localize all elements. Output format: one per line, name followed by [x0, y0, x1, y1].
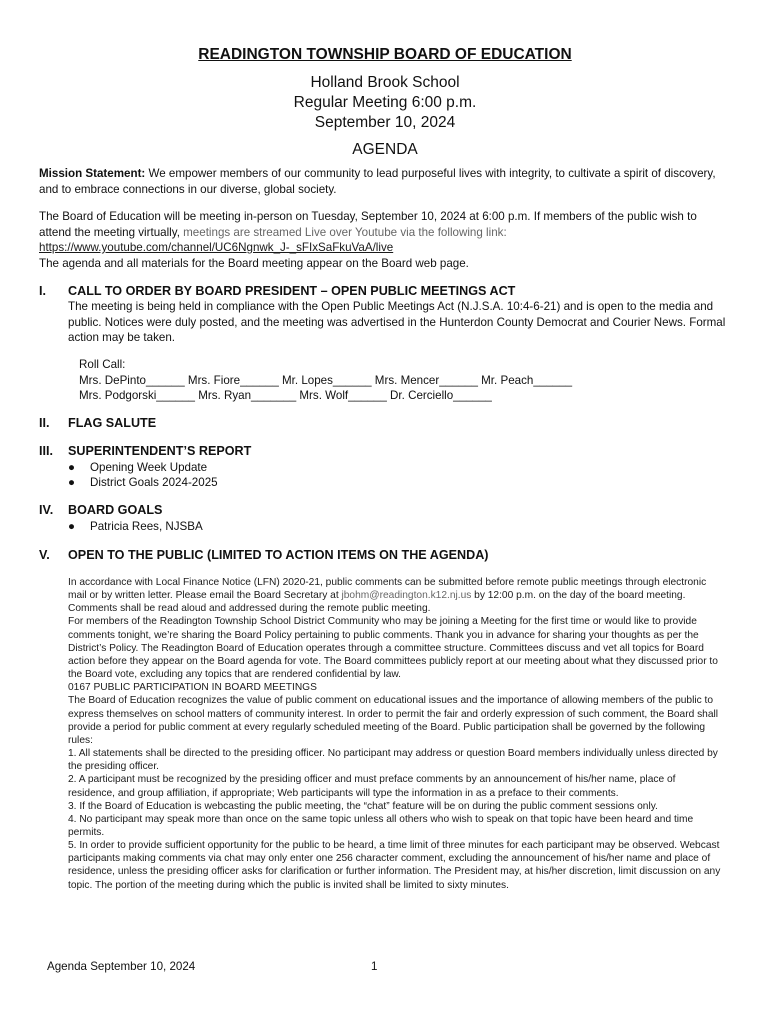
footer-label: Agenda September 10, 2024	[47, 960, 196, 973]
section-title: SUPERINTENDENT’S REPORT	[68, 444, 252, 458]
youtube-link[interactable]: https://www.youtube.com/channel/UC6Ngnwk_J-_sFIxSaFkuVaA/live	[39, 241, 394, 254]
bullet-icon: ●	[68, 461, 76, 474]
roll-call-label: Roll Call:	[79, 358, 126, 371]
policy-paragraph: The Board of Education recognizes the value of public comment on educational issues and the importance of allowing members of the public to express themselves on school matters of community interest. In order to permit the fair and orderly expression of such comment, the Board shall provide a period for public comment at every regularly scheduled meeting of the Board. Public participation shall be governed by the following rules:	[68, 695, 719, 746]
document-title: READINGTON TOWNSHIP BOARD OF EDUCATION	[198, 46, 572, 63]
lfn-text: In accordance with Local Finance Notice (LFN) 2020-21, public comments can be submitted before remote public meetings through electronic mail or by written letter. Please email the Board Secretary at	[68, 577, 707, 602]
section-title: CALL TO ORDER BY BOARD PRESIDENT – OPEN PUBLIC MEETINGS ACT	[68, 284, 516, 298]
section-number: V.	[39, 548, 50, 562]
secretary-email[interactable]: jbohm@readington.k12.nj.us	[341, 590, 472, 602]
rule-item: 2. A participant must be recognized by the presiding officer and must preface comments by an announcement of his/her name, place of residence, and group affiliation, if appropriate; Web participants will type the information in as a preface to their comments.	[68, 774, 676, 799]
mission-statement	[39, 166, 729, 197]
materials-note: The agenda and all materials for the Board meeting appear on the Board web page.	[39, 256, 469, 270]
meeting-date: September 10, 2024	[314, 114, 456, 131]
list-item	[68, 519, 203, 535]
lfn-paragraph	[68, 576, 723, 615]
meeting-info-text: The Board of Education will be meeting in-person on Tuesday, September 10, 2024 at 6:00 p.m. If members of the public wish to attend the meeting virtually,	[39, 210, 697, 239]
section-number: I.	[39, 284, 46, 298]
rule-item: 1. All statements shall be directed to the presiding officer. No participant may address or question Board members individually unless directed by the presiding officer.	[68, 748, 718, 773]
lfn-text-end: by 12:00 p.m. on the day of the board meeting. Comments shall be read aloud and addressed during the remote public meeting.	[68, 590, 686, 615]
rule-item: 4. No participant may speak more than once on the same topic unless all others who wish to speak on that topic have been heard and time permits.	[68, 813, 694, 838]
rule-item: 5. In order to provide sufficient opportunity for the public to be heard, a time limit of three minutes for each participant may be observed. Webcast participants making comments via chat may only enter one 256 character comment, excluding the announcement of his/her name and place of residence, unless the presiding officer asks for clarification or further information. The President may, at his/her discretion, limit discussion on any topic. The portion of the meeting during which the public is invited shall be limited to sixty minutes.	[68, 840, 721, 891]
school-name: Holland Brook School	[310, 74, 460, 91]
bullet-icon: ●	[68, 520, 76, 533]
section-title: OPEN TO THE PUBLIC (LIMITED TO ACTION ITEMS ON THE AGENDA)	[68, 548, 489, 562]
opma-text: The meeting is being held in compliance with the Open Public Meetings Act (N.J.S.A. 10:4-6-21) and is open to the media and public. Notices were duly posted, and the meeting was advertised in the Hunterdon County Democrat and Courier News. Formal action may be taken.	[68, 300, 726, 344]
section-number: II.	[39, 416, 50, 430]
rule-item: 3. If the Board of Education is webcasting the public meeting, the “chat” feature will be on during the public comment sessions only.	[68, 800, 658, 812]
list-item-label: District Goals 2024-2025	[90, 476, 218, 489]
meeting-info	[39, 209, 729, 271]
section-number: III.	[39, 444, 53, 458]
agenda-heading: AGENDA	[352, 141, 418, 158]
list-item-label: Patricia Rees, NJSBA	[90, 520, 203, 533]
list-item	[68, 460, 207, 476]
mission-label: Mission Statement:	[39, 167, 146, 180]
roll-call-line-1: Mrs. DePinto______ Mrs. Fiore______ Mr. Lopes______ Mrs. Mencer______ Mr. Peach______	[79, 373, 573, 387]
page-number: 1	[371, 960, 378, 973]
bullet-icon: ●	[68, 476, 76, 489]
section-title: BOARD GOALS	[68, 503, 163, 517]
stream-note: meetings are streamed Live over Youtube via the following link:	[183, 225, 507, 239]
policy-intro-paragraph: For members of the Readington Township School District Community who may be joining a Meeting for the first time or would like to provide comments tonight, we’re sharing the Board Policy pertaining to public comments. Thank you in advance for sharing your thoughts as per the District’s Policy. The Readington Board of Education operates through a committee structure. Committees discuss and vet all topics for Board action before they appear on the Board agenda for vote. The Board committees publicly report at our meeting about what they discussed prior to the Board vote, excluding any topics that are rendered confidential by law.	[68, 616, 718, 681]
roll-call-line-2: Mrs. Podgorski______ Mrs. Ryan_______ Mrs. Wolf______ Dr. Cerciello______	[79, 389, 492, 402]
mission-text: We empower members of our community to lead purposeful lives with integrity, to cultivate a spirit of discovery, and to embrace connections in our diverse, global society.	[39, 167, 716, 196]
roll-call	[79, 357, 719, 404]
section-number: IV.	[39, 503, 54, 517]
list-item-label: Opening Week Update	[90, 461, 208, 474]
list-item	[68, 475, 218, 491]
public-comment-text	[68, 576, 723, 892]
section-title: FLAG SALUTE	[68, 416, 157, 430]
meeting-time: Regular Meeting 6:00 p.m.	[293, 94, 477, 111]
policy-title: 0167 PUBLIC PARTICIPATION IN BOARD MEETINGS	[68, 682, 317, 694]
